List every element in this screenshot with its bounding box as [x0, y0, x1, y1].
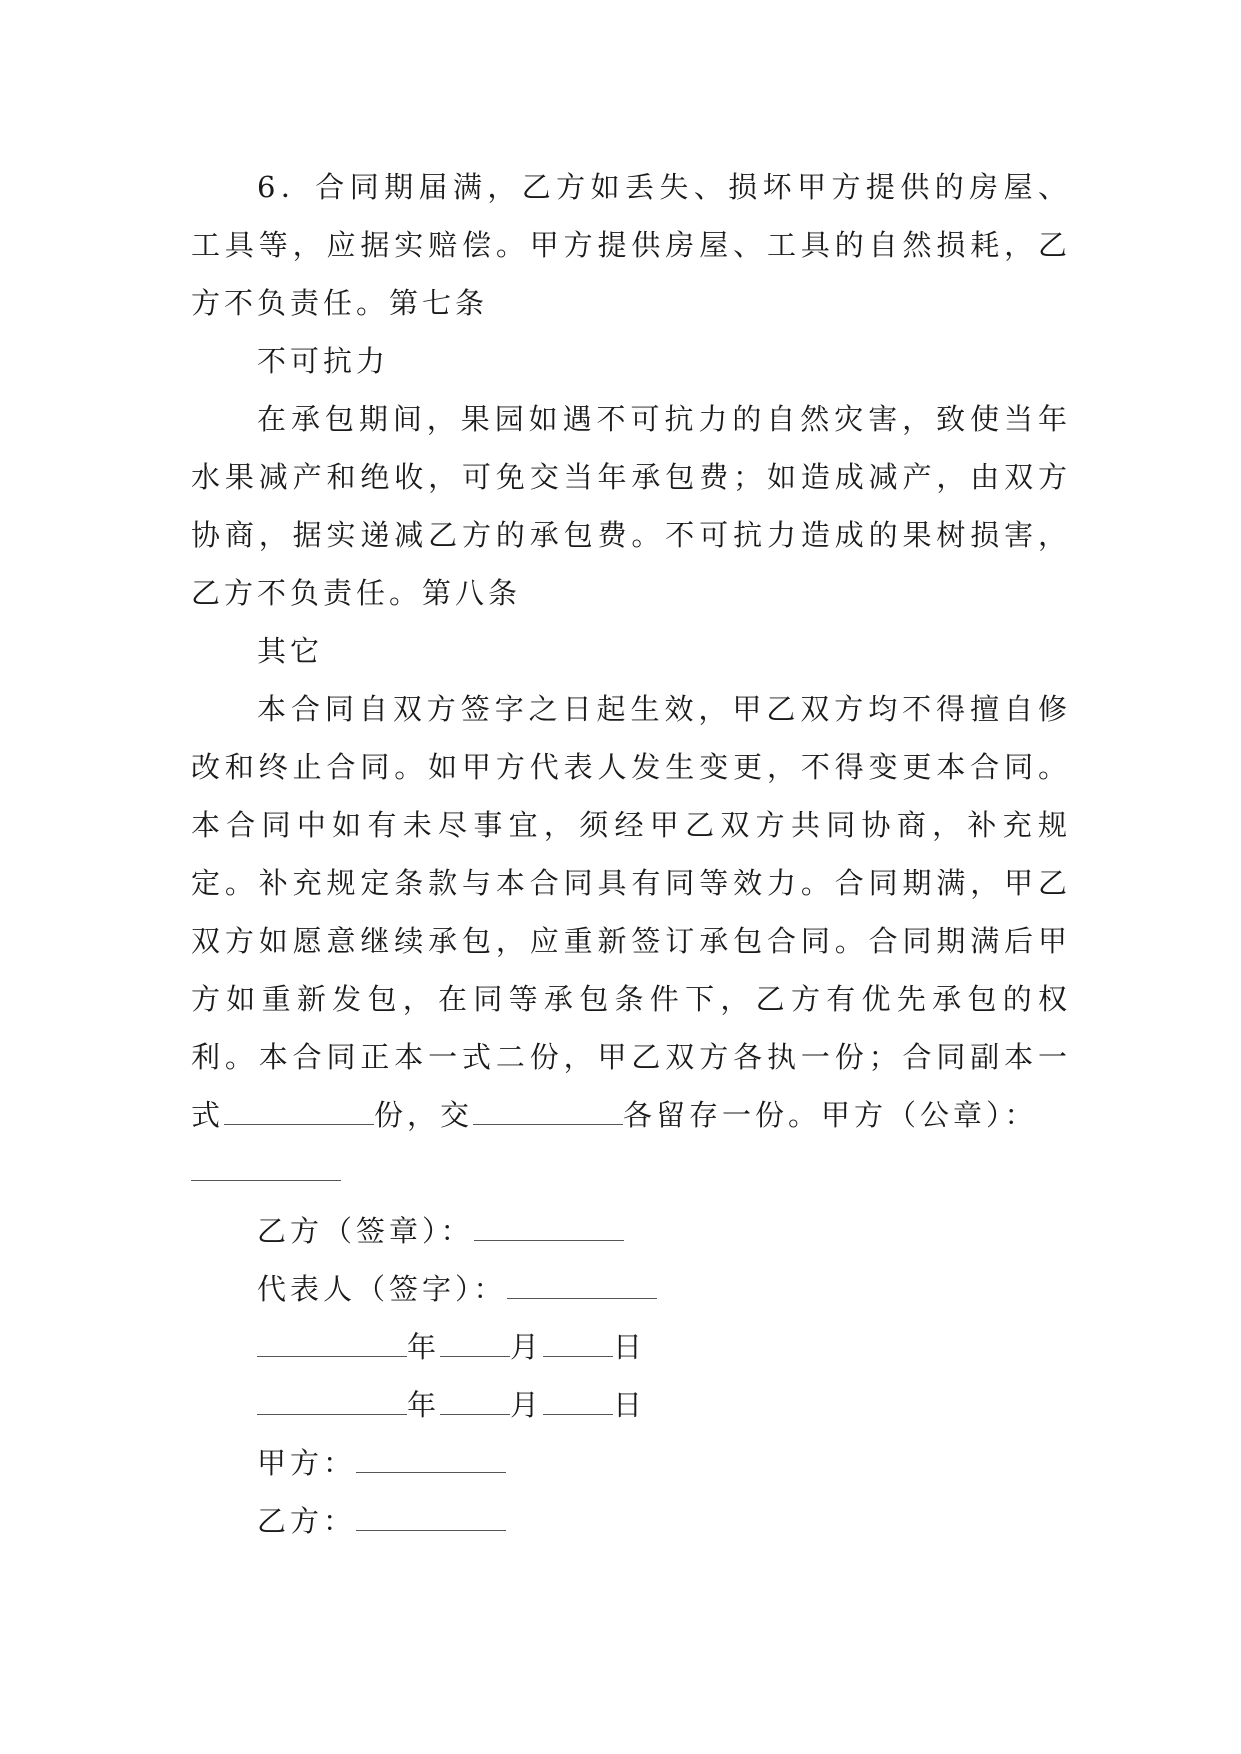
year-label-2: 年 [407, 1388, 441, 1422]
party-b-seal-line [191, 1202, 1071, 1260]
party-b-seal-label: 乙方（签章）： [257, 1214, 474, 1248]
paragraph-force-majeure: 在承包期间，果园如遇不可抗力的自然灾害，致使当年水果减产和绝收，可免交当年承包费；如造成减产，由双方协商，据实递减乙方的承包费。不可抗力造成的果树损害，乙方不负责任。第八条 [191, 402, 1071, 610]
document-page [191, 158, 1071, 1550]
party-b-label: 乙方： [257, 1504, 357, 1538]
party-a-blank [356, 1450, 506, 1473]
paragraph-clause-6: 6．合同期届满，乙方如丢失、损坏甲方提供的房屋、工具等，应据实赔偿。甲方提供房屋、工具的自然损耗，乙方不负责任。第七条 [191, 170, 1071, 320]
party-b-seal-blank [474, 1218, 624, 1241]
representative-line [191, 1260, 1071, 1318]
date-month-blank-1 [440, 1334, 510, 1357]
day-label-1: 日 [613, 1330, 647, 1364]
party-a-label: 甲方： [257, 1446, 357, 1480]
year-label-1: 年 [407, 1330, 441, 1364]
date-line-1 [191, 1318, 1071, 1376]
heading-force-majeure: 不可抗力 [257, 344, 390, 378]
party-b-line [191, 1492, 1071, 1550]
copies-recipient-blank [473, 1102, 623, 1125]
representative-blank [507, 1276, 657, 1299]
date-month-blank-2 [440, 1392, 510, 1415]
date-year-blank-1 [257, 1334, 407, 1357]
paragraph-other [191, 680, 1071, 1144]
representative-label: 代表人（签字）： [257, 1272, 507, 1306]
party-a-line [191, 1434, 1071, 1492]
copies-count-blank [224, 1102, 374, 1125]
day-label-2: 日 [613, 1388, 647, 1422]
party-a-seal-blank-line [191, 1144, 1071, 1202]
party-a-seal-blank [191, 1158, 341, 1181]
date-line-2 [191, 1376, 1071, 1434]
month-label-2: 月 [510, 1388, 544, 1422]
paragraph-other-text: 本合同自双方签字之日起生效，甲乙双方均不得擅自修改和终止合同。如甲方代表人发生变更，不得变更本合同。本合同中如有未尽事宜，须经甲乙双方共同协商，补充规定。补充规定条款与本合同具有同等效力。合同期满，甲乙双方如愿意继续承包，应重新签订承包合同。合同期满后甲方如重新发包，在同等承包条件下，乙方有优先承包的权利。本合同正本一式二份，甲乙双方各执一份；合同副本一式 [191, 692, 1071, 1132]
date-year-blank-2 [257, 1392, 407, 1415]
party-b-blank [356, 1508, 506, 1531]
copies-text-2: 各留存一份。甲方（公章）： [623, 1098, 1038, 1132]
date-day-blank-2 [543, 1392, 613, 1415]
heading-other: 其它 [257, 634, 324, 668]
date-day-blank-1 [543, 1334, 613, 1357]
month-label-1: 月 [510, 1330, 544, 1364]
copies-text-1: 份，交 [374, 1098, 474, 1132]
